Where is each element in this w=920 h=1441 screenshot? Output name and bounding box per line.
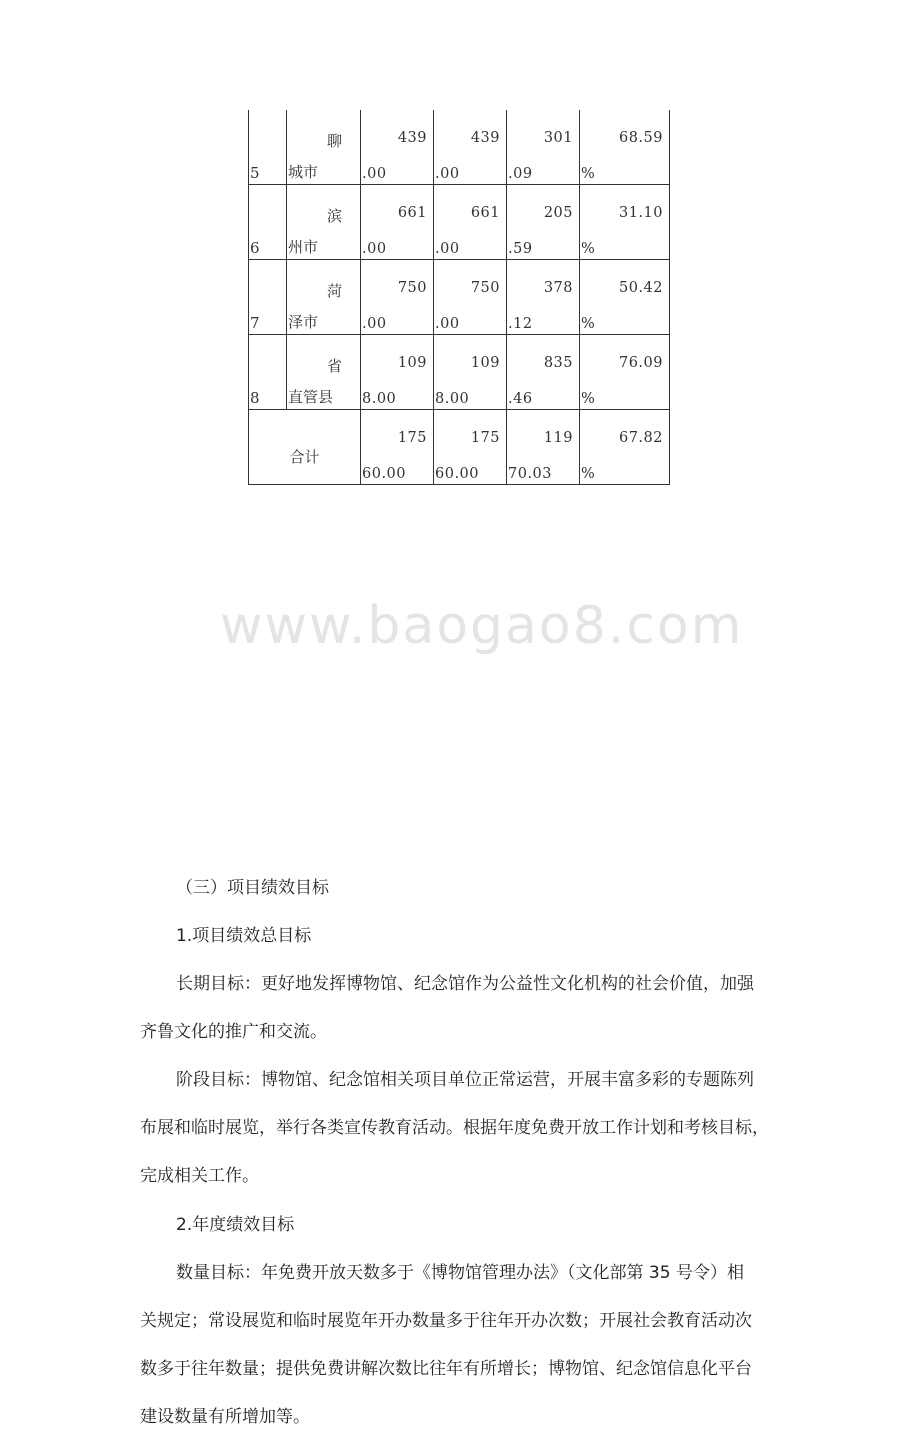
- value-top: 750: [470, 280, 500, 296]
- region-cell: [287, 260, 361, 335]
- value-top: 175: [470, 430, 500, 446]
- region-name-top: 聊: [326, 132, 342, 150]
- value-top: 439: [470, 130, 500, 146]
- region-cell: [287, 185, 361, 260]
- region-name-bottom: 城市: [288, 163, 319, 181]
- value-top: 439: [397, 130, 427, 146]
- watermark: www.baogao8.com: [220, 596, 744, 656]
- value-bottom: 60.00: [435, 466, 480, 482]
- value-bottom: 8.00: [435, 391, 470, 407]
- value-bottom: 60.00: [362, 466, 407, 482]
- number-cell: [434, 185, 507, 260]
- value-top: 205: [543, 205, 573, 221]
- section-heading: （三）项目绩效目标: [176, 878, 329, 898]
- value-top: 378: [543, 280, 573, 296]
- value-bottom: .59: [508, 241, 533, 257]
- value-top: 661: [470, 205, 500, 221]
- sub-heading-total-goal: 1.项目绩效总目标: [176, 926, 312, 946]
- number-cell: [580, 110, 670, 185]
- number-cell: [361, 260, 434, 335]
- number-cell: [580, 410, 670, 485]
- long-term-goal-line: 齐鲁文化的推广和交流。: [140, 1022, 327, 1042]
- value-top: 50.42: [618, 280, 663, 296]
- quantity-goal-line: 数多于往年数量；提供免费讲解次数比往年有所增长；博物馆、纪念馆信息化平台: [140, 1359, 752, 1379]
- value-top: 109: [397, 355, 427, 371]
- value-bottom: %: [581, 166, 596, 182]
- value-bottom: %: [581, 316, 596, 332]
- value-bottom: .00: [435, 166, 460, 182]
- region-name-top: 菏: [326, 282, 342, 300]
- number-cell: [361, 335, 434, 410]
- number-cell: [361, 410, 434, 485]
- region-name-bottom: 州市: [288, 238, 319, 256]
- stage-goal-line: 完成相关工作。: [140, 1166, 259, 1186]
- value-bottom: .12: [508, 316, 533, 332]
- number-cell: [434, 260, 507, 335]
- index-cell: [249, 260, 287, 335]
- number-cell: [361, 185, 434, 260]
- region-name-bottom: 泽市: [288, 313, 319, 331]
- stage-goal-line: 阶段目标：博物馆、纪念馆相关项目单位正常运营，开展丰富多彩的专题陈列: [176, 1070, 754, 1090]
- number-cell: [507, 185, 580, 260]
- value-top: 175: [397, 430, 427, 446]
- value-top: 301: [543, 130, 573, 146]
- value-bottom: .00: [362, 166, 387, 182]
- quantity-goal-line: 建设数量有所增加等。: [140, 1407, 310, 1427]
- table-row: [249, 260, 670, 335]
- value-top: 661: [397, 205, 427, 221]
- value-bottom: .00: [362, 241, 387, 257]
- long-term-goal-line: 长期目标：更好地发挥博物馆、纪念馆作为公益性文化机构的社会价值，加强: [176, 974, 754, 994]
- stage-goal-line: 布展和临时展览，举行各类宣传教育活动。根据年度免费开放工作计划和考核目标，: [140, 1118, 769, 1138]
- value-bottom: .00: [435, 241, 460, 257]
- number-cell: [507, 260, 580, 335]
- region-name-top: 滨: [326, 207, 342, 225]
- number-cell: [434, 410, 507, 485]
- number-cell: [434, 335, 507, 410]
- quantity-goal-line: 数量目标：年免费开放天数多于《博物馆管理办法》（文化部第 35 号令）相: [176, 1263, 744, 1283]
- value-top: 76.09: [618, 355, 663, 371]
- value-top: 119: [543, 430, 573, 446]
- value-bottom: %: [581, 391, 596, 407]
- region-name-top: 省: [326, 357, 342, 375]
- row-index: 5: [250, 164, 260, 182]
- total-row: [249, 410, 670, 485]
- region-name-bottom: 直管县: [288, 388, 334, 406]
- index-cell: [249, 335, 287, 410]
- number-cell: [507, 335, 580, 410]
- table-row: [249, 185, 670, 260]
- region-cell: [287, 110, 361, 185]
- value-top: 109: [470, 355, 500, 371]
- number-cell: [580, 260, 670, 335]
- value-bottom: 8.00: [362, 391, 397, 407]
- row-index: 8: [250, 389, 260, 407]
- table-row: [249, 335, 670, 410]
- row-index: 6: [250, 239, 260, 257]
- value-top: 750: [397, 280, 427, 296]
- row-index: 7: [250, 314, 260, 332]
- value-top: 31.10: [618, 205, 663, 221]
- value-bottom: 70.03: [508, 466, 553, 482]
- value-bottom: .46: [508, 391, 533, 407]
- value-top: 835: [543, 355, 573, 371]
- number-cell: [580, 335, 670, 410]
- value-bottom: .00: [435, 316, 460, 332]
- quantity-goal-line: 关规定；常设展览和临时展览年开办数量多于往年开办次数；开展社会教育活动次: [140, 1311, 752, 1331]
- index-cell: [249, 185, 287, 260]
- total-label-cell: [249, 410, 361, 485]
- table-row: [249, 110, 670, 185]
- number-cell: [434, 110, 507, 185]
- value-bottom: .09: [508, 166, 533, 182]
- number-cell: [361, 110, 434, 185]
- number-cell: [580, 185, 670, 260]
- value-top: 68.59: [618, 130, 663, 146]
- value-bottom: .00: [362, 316, 387, 332]
- value-bottom: %: [581, 466, 596, 482]
- sub-heading-annual-goal: 2.年度绩效目标: [176, 1215, 295, 1235]
- index-cell: [249, 110, 287, 185]
- value-bottom: %: [581, 241, 596, 257]
- number-cell: [507, 410, 580, 485]
- budget-table: [248, 110, 670, 485]
- value-top: 67.82: [618, 430, 663, 446]
- total-label: 合计: [289, 448, 320, 466]
- region-cell: [287, 335, 361, 410]
- number-cell: [507, 110, 580, 185]
